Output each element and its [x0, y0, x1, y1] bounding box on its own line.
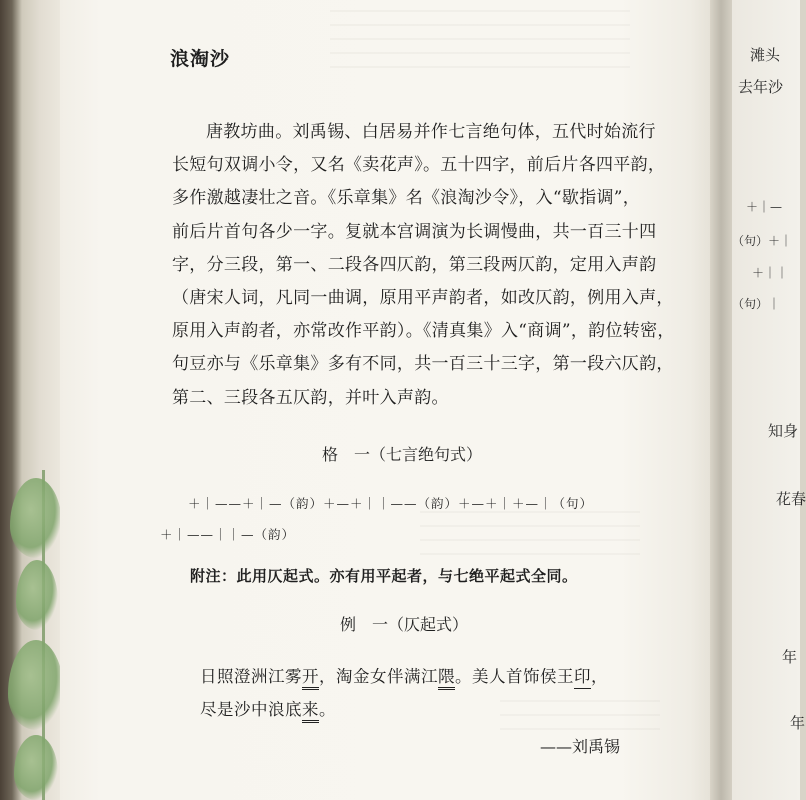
book-gutter — [710, 0, 732, 800]
right-page-fragment: 滩头 — [750, 46, 781, 64]
intro-line: 前后片首句各少一字。复就本宫调演为长调慢曲，共一百三十四 — [172, 221, 657, 242]
show-through-texture — [330, 8, 630, 68]
intro-line: 第二、三段各五仄韵，并叶入声韵。 — [172, 387, 449, 408]
example-poem — [200, 660, 608, 726]
ping-rhyme-mark: 隈 — [438, 667, 455, 690]
intro-line: 原用入声韵者，亦常改作平韵）。《清真集》入“商调”，韵位转密， — [172, 321, 675, 342]
poem-line — [200, 693, 608, 726]
tonal-pattern-line: ＋｜——＋｜—（韵）＋—＋｜｜——（韵）＋—＋｜＋—｜（句） — [188, 496, 594, 511]
intro-line: 句豆亦与《乐章集》多有不同，共一百三十三字，第一段六仄韵， — [172, 354, 674, 375]
poem-text: ， — [591, 667, 608, 686]
show-through-texture — [420, 505, 640, 555]
ze-sentence-mark: 印 — [574, 667, 591, 689]
right-page-fragment: （句）＋｜ — [732, 234, 793, 248]
intro-line: 多作激越凄壮之音。《乐章集》名《浪淘沙令》，入“歇指调”， — [172, 188, 641, 209]
entry-title: 浪淘沙 — [170, 48, 231, 70]
right-page-fragment: 年 — [782, 648, 798, 666]
poem-text: ，淘金女伴满江 — [319, 667, 438, 686]
right-page-fragment: 年 — [790, 714, 806, 732]
poem-text: 。美人首饰侯王 — [455, 667, 574, 686]
pattern-note: 附注：此用仄起式。亦有用平起者，与七绝平起式全同。 — [190, 567, 578, 585]
pattern-heading: 格 一（七言绝句式） — [322, 445, 483, 464]
right-page-fragment: 知身 — [768, 422, 799, 440]
intro-line: （唐宋人词，凡同一曲调，原用平声韵者，如改仄韵，例用入声， — [172, 288, 674, 309]
right-page-fragment: 花春 — [776, 490, 806, 508]
right-page-fragment: （句）｜ — [732, 297, 781, 311]
intro-line: 唐教坊曲。刘禹锡、白居易并作七言绝句体，五代时始流行 — [206, 122, 656, 142]
poem-text: 日照澄洲江雾 — [200, 667, 302, 686]
right-page-fragment: ＋｜— — [746, 200, 783, 214]
book-page-right — [732, 0, 806, 800]
right-page-fragment: ＋｜｜ — [752, 266, 789, 280]
poem-text: 尽是沙中浪底 — [200, 700, 302, 719]
example-heading: 例 一（仄起式） — [340, 615, 469, 634]
poem-author: ——刘禹锡 — [540, 737, 621, 756]
right-page-fragment: 去年沙 — [738, 78, 784, 96]
ping-rhyme-mark: 开 — [302, 667, 319, 690]
intro-paragraph — [172, 116, 675, 415]
poem-line — [200, 660, 608, 693]
intro-line: 字，分三段，第一、二段各四仄韵，第三段两仄韵，定用入声韵 — [172, 254, 657, 275]
intro-line: 长短句双调小令，又名《卖花声》。五十四字，前后片各四平韵， — [172, 155, 666, 176]
poem-text: 。 — [319, 700, 336, 719]
ping-rhyme-mark: 来 — [302, 700, 319, 723]
tonal-pattern-line: ＋｜——｜｜—（韵） — [160, 527, 296, 542]
